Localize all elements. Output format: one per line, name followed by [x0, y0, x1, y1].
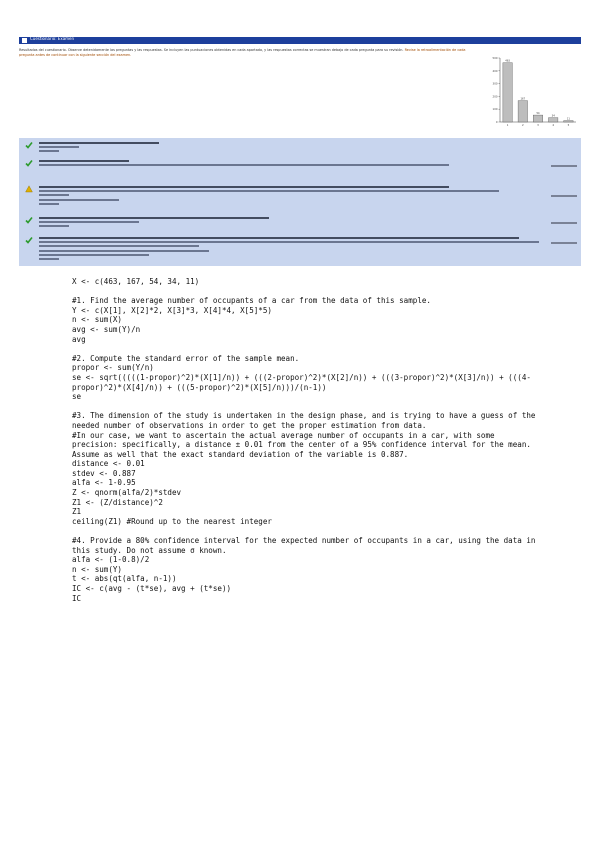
feedback-panel — [19, 138, 581, 266]
x-tick-label: 5 — [567, 124, 570, 127]
x-tick-label: 4 — [552, 124, 555, 127]
check-icon — [25, 216, 33, 224]
code-line: se — [72, 392, 82, 402]
feedback-text-line — [39, 221, 139, 223]
code-line: stdev <- 0.887 — [72, 468, 136, 478]
feedback-score-text — [551, 222, 577, 224]
feedback-text-line — [39, 190, 499, 192]
warning-icon — [25, 185, 33, 193]
feedback-text-line — [39, 250, 209, 252]
bar-2 — [518, 101, 527, 122]
bar-1 — [503, 63, 512, 122]
feedback-text-line — [39, 160, 129, 162]
intro-highlight: Revise la retroalimentación de cada pregunta antes de continuar con la siguiente sección del examen. — [19, 48, 466, 57]
feedback-text-line — [39, 146, 79, 148]
feedback-text-line — [39, 225, 69, 227]
feedback-text-line — [39, 203, 59, 205]
feedback-text-line — [39, 258, 59, 260]
code-blank-line — [72, 402, 542, 412]
x-tick-label: 3 — [537, 124, 539, 127]
feedback-text-line — [39, 199, 119, 201]
code-line: Z <- qnorm(alfa/2)*stdev — [72, 488, 182, 498]
y-tick-label: 500 — [492, 57, 498, 60]
x-tick-label: 1 — [506, 124, 509, 127]
app-logo-icon — [22, 38, 27, 43]
bar-chart-svg — [488, 48, 580, 136]
code-line: n <- sum(X) — [72, 315, 122, 325]
bar-value-label: 167 — [520, 97, 526, 101]
intro-text — [19, 48, 474, 58]
code-comment-line: #4. Provide a 80% confidence interval for the expected number of occupants in a car, using the data in this study. Do not assume σ known. — [72, 536, 540, 555]
code-line: avg — [72, 334, 86, 344]
code-line: alfa <- (1-0.8)/2 — [72, 555, 150, 565]
r-code-block — [72, 277, 542, 603]
bar-5 — [564, 121, 573, 122]
x-tick-label: 2 — [521, 124, 524, 127]
code-line: Z1 — [72, 507, 82, 517]
feedback-text-line — [39, 142, 159, 144]
y-tick-label: 100 — [492, 108, 498, 112]
feedback-score-text — [551, 242, 577, 244]
code-comment-line: #In our case, we want to ascertain the actual average number of occupants in a car, with some precision: specifically, a distance ± 0.01 from the center of a 95% confidence interval for the mean. Assume as well that the exact standard deviation of the variable is 0.887. — [72, 430, 536, 459]
bar-value-label: 463 — [505, 59, 510, 63]
feedback-text-line — [39, 254, 149, 256]
bar-3 — [533, 115, 542, 122]
code-blank-line — [72, 287, 542, 297]
bar-value-label: 54 — [536, 112, 540, 116]
feedback-text-line — [39, 241, 539, 243]
code-line: alfa <- 1-0.95 — [72, 478, 136, 488]
y-tick-label: 0 — [495, 121, 498, 124]
code-line: IC — [72, 593, 82, 603]
code-line: Z1 <- (Z/distance)^2 — [72, 497, 163, 507]
code-line: n <- sum(Y) — [72, 564, 122, 574]
code-line: Y <- c(X[1], X[2]*2, X[3]*3, X[4]*4, X[5]*5) — [72, 305, 272, 315]
code-line: X <- c(463, 167, 54, 34, 11) — [72, 277, 200, 286]
code-line: IC <- c(avg - (t*se), avg + (t*se)) — [72, 584, 232, 593]
code-comment-line: #3. The dimension of the study is undertaken in the design phase, and is trying to have a guess of the needed number of observations in order to get the proper estimation from data. — [72, 411, 540, 430]
window-title: Cuestionario: Examen — [30, 36, 75, 41]
code-line: avg <- sum(Y)/n — [72, 324, 141, 334]
check-icon — [25, 141, 33, 149]
feedback-score-text — [551, 195, 577, 197]
check-icon — [25, 236, 33, 244]
code-line: se <- sqrt(((((1-propor)^2)*(X[1]/n)) + (((2-propor)^2)*(X[2]/n)) + (((3-propor)^2)*(X[3]/n)) + (((4-propor)^2)*(X[4]/n)) + (((5-propor)^2)*(X[5]/n)))/(n-1)) — [72, 372, 531, 392]
y-tick-label: 300 — [492, 82, 498, 86]
code-blank-line — [72, 526, 542, 536]
feedback-text-line — [39, 245, 199, 247]
feedback-text-line — [39, 217, 269, 219]
feedback-text-line — [39, 186, 449, 188]
feedback-text-line — [39, 150, 59, 152]
code-blank-line — [72, 344, 542, 354]
window-title-bar — [19, 37, 581, 44]
bar-value-label: 34 — [551, 114, 555, 118]
code-line: propor <- sum(Y/n) — [72, 363, 154, 373]
y-tick-label: 200 — [492, 95, 498, 99]
feedback-text-line — [39, 237, 519, 239]
code-line: ceiling(Z1) #Round up to the nearest integer — [72, 516, 272, 526]
code-line: distance <- 0.01 — [72, 459, 145, 469]
feedback-text-line — [39, 164, 449, 166]
y-tick-label: 400 — [492, 69, 498, 73]
bar-chart — [488, 48, 580, 136]
code-line: t <- abs(qt(alfa, n-1)) — [72, 574, 177, 584]
check-icon — [25, 159, 33, 167]
bar-4 — [548, 118, 557, 122]
code-comment-line: #1. Find the average number of occupants of a car from the data of this sample. — [72, 296, 431, 306]
feedback-text-line — [39, 194, 69, 196]
intro-paragraph: Resultados del cuestionario. Observe detenidamente las preguntas y las respuestas. Se incluyen las puntuaciones obtenidas en cada apartado, y las respuestas correctas se muestran debajo de cada pregunta para su revisión. — [19, 48, 404, 52]
bar-value-label: 11 — [566, 117, 570, 121]
code-comment-line: #2. Compute the standard error of the sample mean. — [72, 353, 300, 363]
feedback-score-text — [551, 165, 577, 167]
